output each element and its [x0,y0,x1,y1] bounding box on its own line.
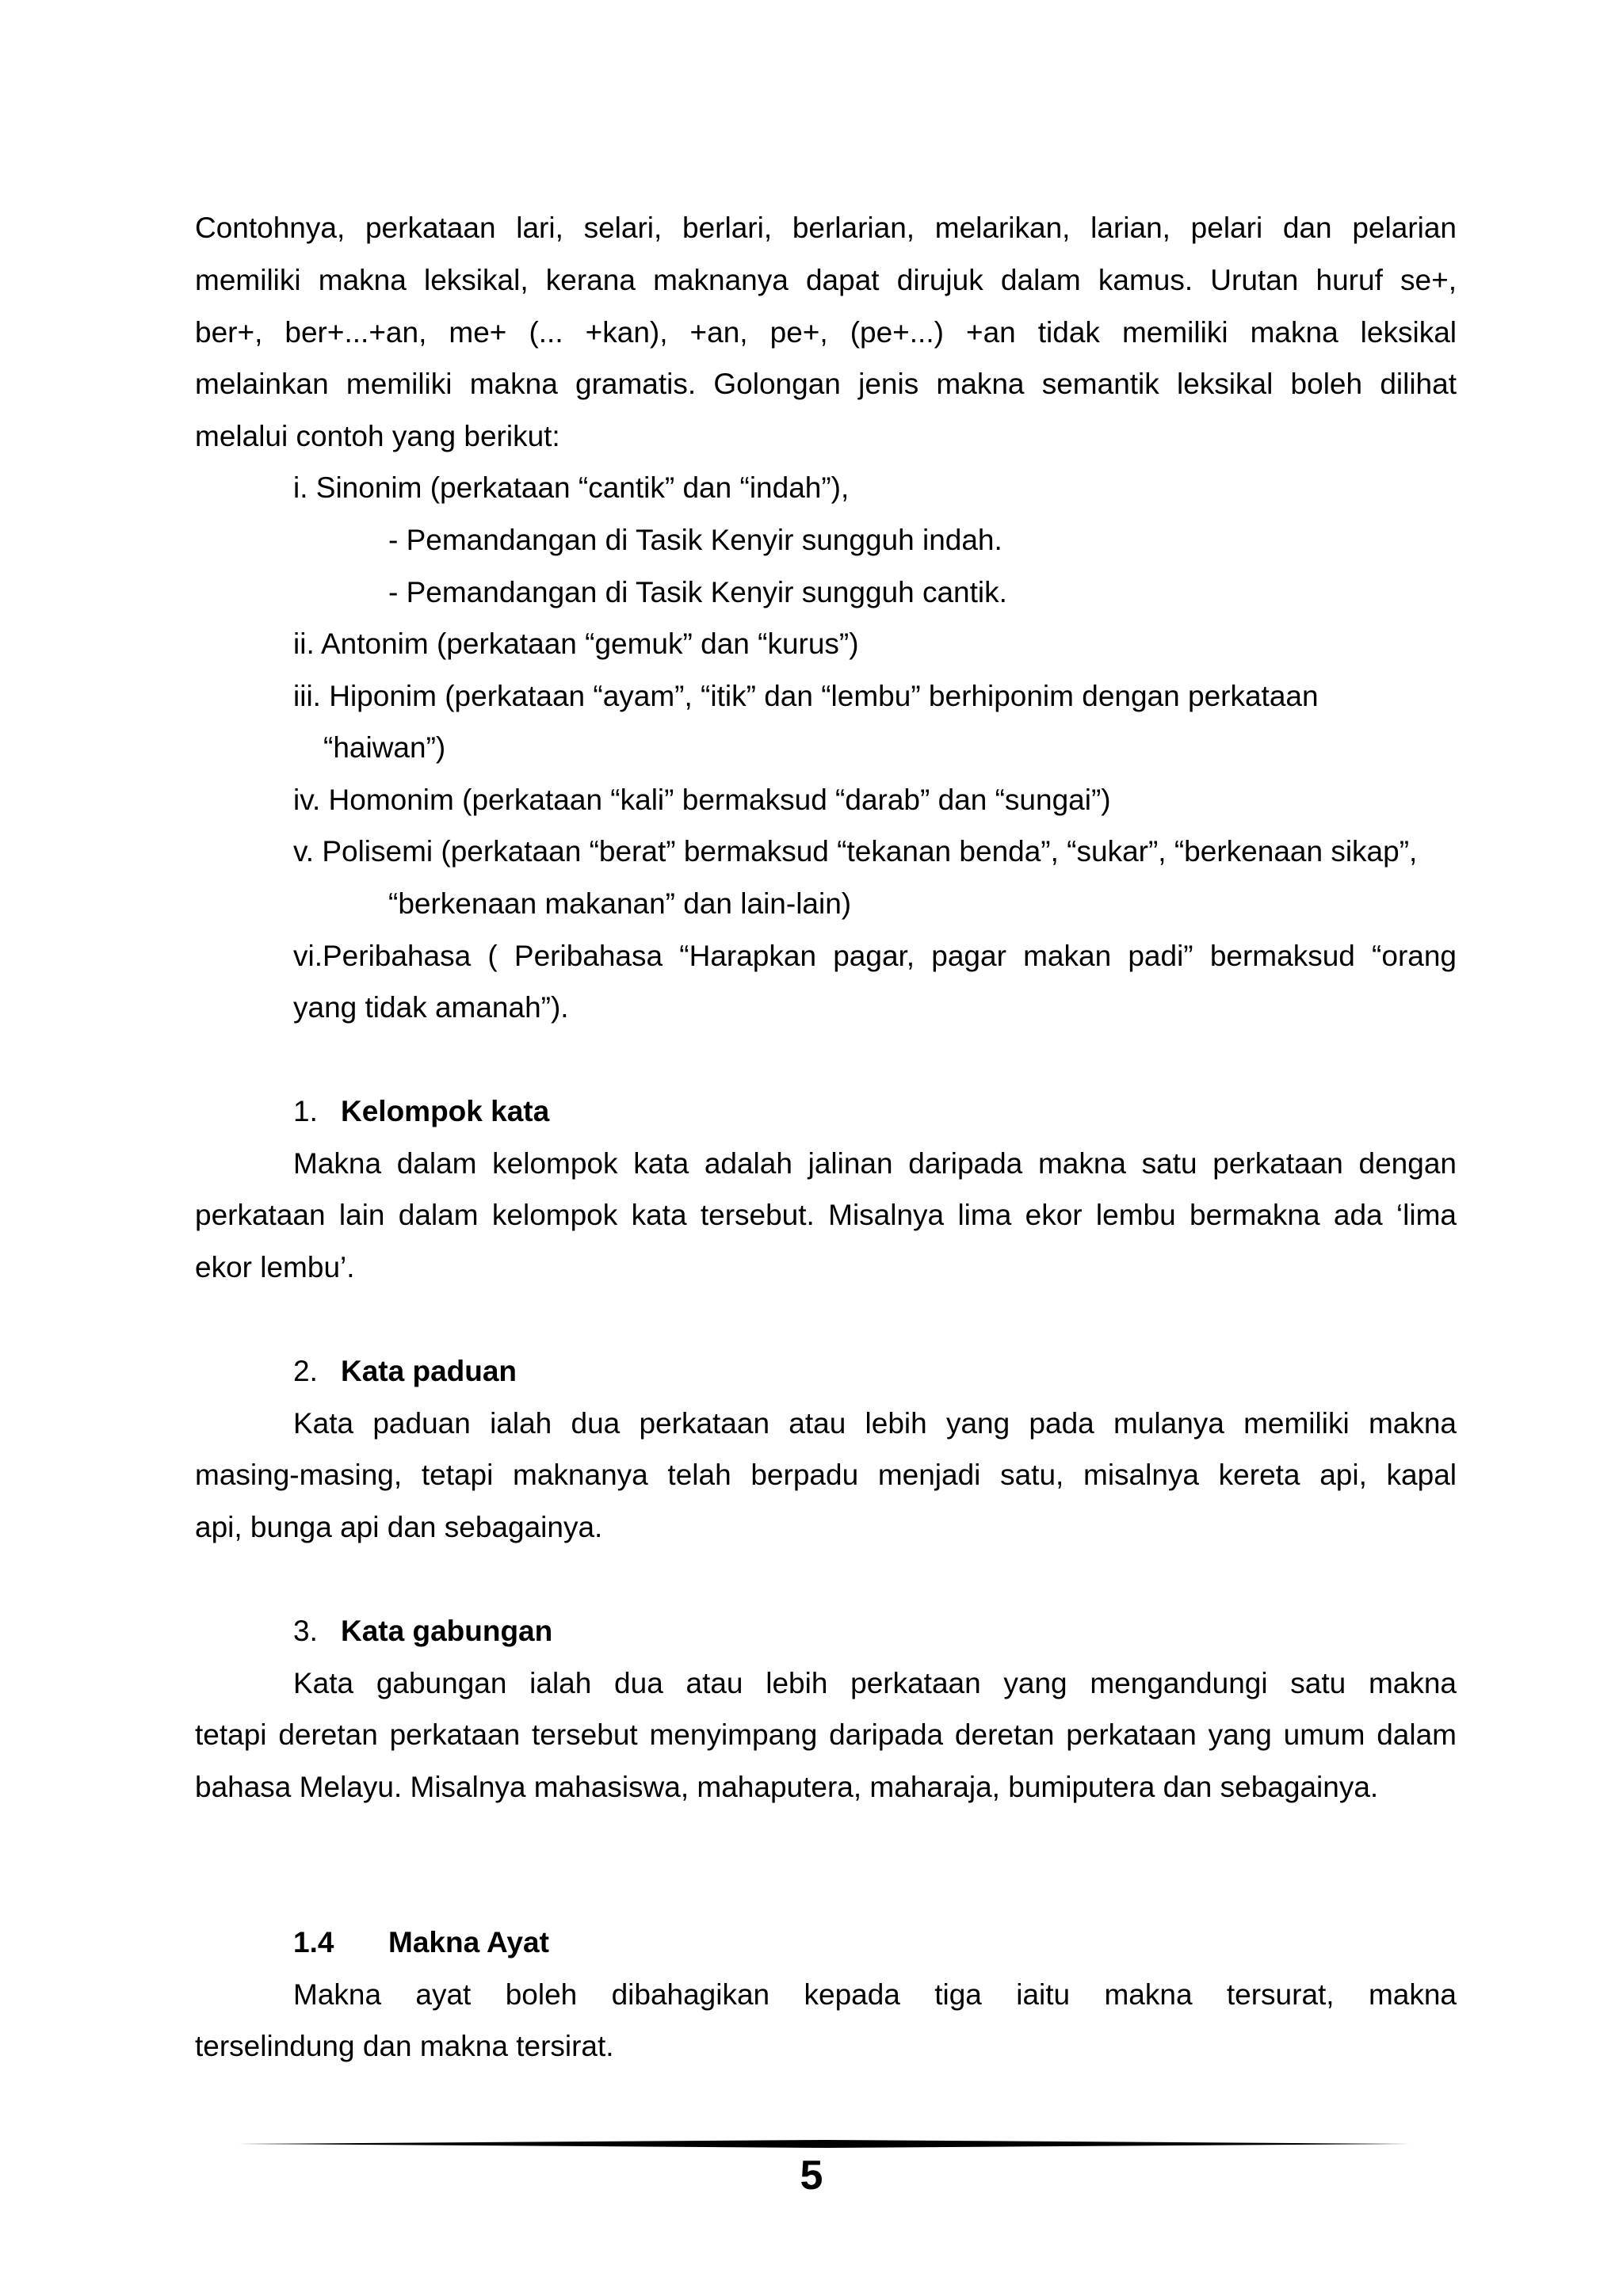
paragraph-line: Kata gabungan ialah dua atau lebih perkataan yang mengandungi satu makna [293,1667,1457,1699]
list-item-peribahasa-cont: yang tidak amanah”). [293,991,569,1024]
section-number: 3. [293,1615,318,1647]
page-number: 5 [800,2153,823,2199]
paragraph-line: Kata paduan ialah dua perkataan atau lebih yang pada mulanya memiliki makna [293,1407,1457,1440]
section-heading-kelompok-kata [293,1094,1457,1129]
paragraph-line: ber+, ber+...+an, me+ (... +kan), +an, pe+, (pe+...) +an tidak memiliki makna leksikal [195,316,1457,349]
section-number: 1.4 [293,1926,334,1958]
paragraph-line: api, bunga api dan sebagainya. [195,1511,603,1543]
paragraph-line: Makna dalam kelompok kata adalah jalinan daripada makna satu perkataan dengan [293,1147,1457,1180]
paragraph-line: memiliki makna leksikal, kerana maknanya dapat dirujuk dalam kamus. Urutan huruf se+, [195,264,1457,296]
list-item-polisemi-cont: “berkenaan makanan” dan lain-lain) [388,887,852,920]
paragraph-line: melainkan memiliki makna gramatis. Golongan jenis makna semantik leksikal boleh dilihat [195,368,1457,400]
paragraph-line: tetapi deretan perkataan tersebut menyimpang daripada deretan perkataan yang umum dalam [195,1718,1457,1751]
paragraph-line: terselindung dan makna tersirat. [195,2030,614,2062]
paragraph-line: masing-masing, tetapi maknanya telah berpadu menjadi satu, misalnya kereta api, kapal [195,1459,1457,1491]
footer-divider [238,2139,1415,2149]
list-example: - Pemandangan di Tasik Kenyir sungguh indah. [388,524,1002,556]
paragraph-line: perkataan lain dalam kelompok kata tersebut. Misalnya lima ekor lembu bermakna ada ‘lima [195,1199,1457,1231]
list-item-antonim: ii. Antonim (perkataan “gemuk” dan “kurus”) [293,627,859,660]
section-title: Kata gabungan [341,1615,553,1647]
list-example: - Pemandangan di Tasik Kenyir sungguh cantik. [388,576,1007,608]
list-item-sinonim: i. Sinonim (perkataan “cantik” dan “indah”), [293,471,850,504]
section-heading-kata-gabungan [293,1614,1457,1649]
section-title: Kata paduan [341,1355,517,1387]
section-title: Kelompok kata [341,1095,550,1127]
section-number: 1. [293,1095,318,1127]
list-item-polisemi: v. Polisemi (perkataan “berat” bermaksud “tekanan benda”, “sukar”, “berkenaan sikap”, [293,835,1418,868]
paragraph-line: ekor lembu’. [195,1251,355,1283]
section-heading-kata-paduan [293,1354,1457,1389]
paragraph-line: melalui contoh yang berikut: [195,420,560,452]
paragraph-line: bahasa Melayu. Misalnya mahasiswa, mahaputera, maharaja, bumiputera dan sebagainya. [195,1771,1379,1803]
list-item-homonim: iv. Homonim (perkataan “kali” bermaksud “darab” dan “sungai”) [293,784,1111,816]
section-heading-makna-ayat [293,1925,1457,1960]
list-item-hiponim: iii. Hiponim (perkataan “ayam”, “itik” dan “lembu” berhiponim dengan perkataan [293,680,1319,712]
paragraph-line: Contohnya, perkataan lari, selari, berlari, berlarian, melarikan, larian, pelari dan pelarian [195,212,1457,244]
list-item-peribahasa: vi.Peribahasa ( Peribahasa “Harapkan pagar, pagar makan padi” bermaksud “orang [293,940,1457,972]
section-title: Makna Ayat [388,1926,549,1958]
paragraph-line: Makna ayat boleh dibahagikan kepada tiga iaitu makna tersurat, makna [293,1978,1457,2011]
section-number: 2. [293,1355,318,1387]
list-item-hiponim-cont: “haiwan”) [323,731,446,764]
